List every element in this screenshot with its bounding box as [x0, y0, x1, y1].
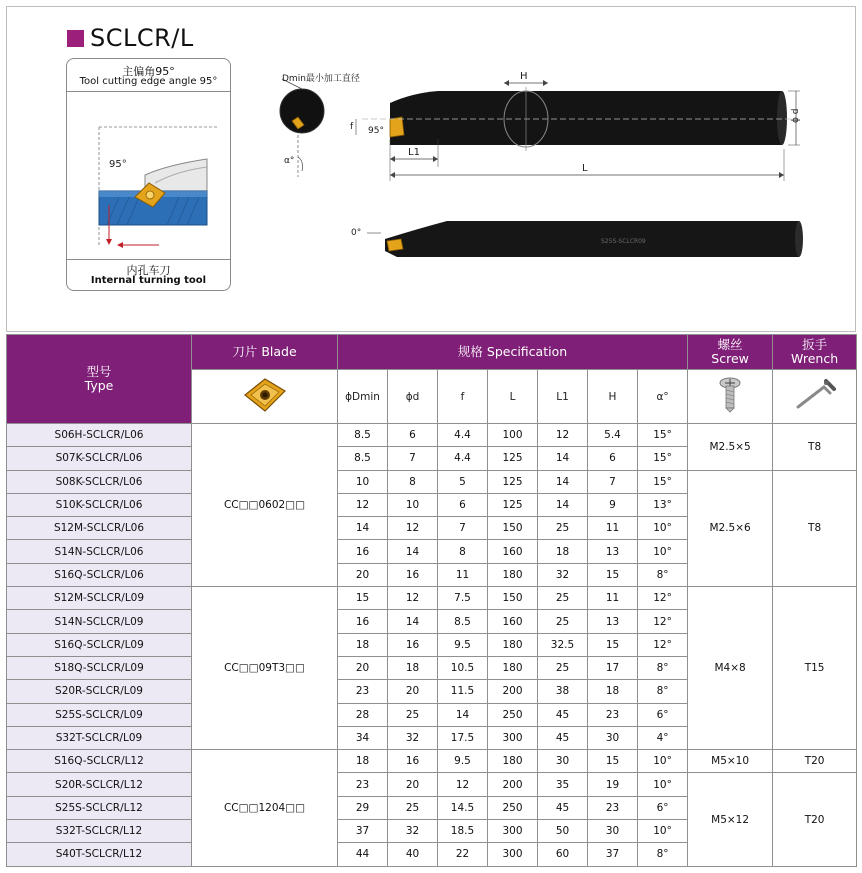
- cell-alpha: 13°: [638, 493, 688, 516]
- col-header-l: L: [488, 370, 538, 424]
- cell-l: 200: [488, 680, 538, 703]
- internal-turning-illustration: [67, 93, 231, 259]
- cell-h: 30: [588, 726, 638, 749]
- type-cell: S32T-SCLCR/L12: [7, 820, 192, 843]
- cell-f: 11: [438, 563, 488, 586]
- cell-l: 300: [488, 843, 538, 866]
- cell-h: 30: [588, 820, 638, 843]
- cell-d: 8: [388, 470, 438, 493]
- approach-angle-label: 95°: [368, 126, 384, 136]
- cell-dmin: 28: [338, 703, 388, 726]
- table-row: [7, 424, 857, 447]
- blade-header: 刀片 Blade: [192, 335, 338, 370]
- table-row: [7, 750, 857, 773]
- type-cell: S12M-SCLCR/L09: [7, 587, 192, 610]
- cell-h: 5.4: [588, 424, 638, 447]
- cell-l1: 35: [538, 773, 588, 796]
- cell-d: 7: [388, 447, 438, 470]
- cell-d: 10: [388, 493, 438, 516]
- screw-header: [688, 335, 773, 370]
- wrench-header-en: Wrench: [791, 351, 839, 366]
- wrench-image-cell: [773, 370, 857, 424]
- insert-icon: [235, 373, 295, 417]
- wrench-header: [773, 335, 857, 370]
- cell-d: 40: [388, 843, 438, 866]
- type-cell: S12M-SCLCR/L06: [7, 517, 192, 540]
- col-header-l1: L1: [538, 370, 588, 424]
- cell-dmin: 10: [338, 470, 388, 493]
- cell-h: 11: [588, 517, 638, 540]
- cell-l: 250: [488, 796, 538, 819]
- cutting-angle-label-cn: 主偏角95°: [122, 65, 175, 78]
- side-view-drawing: [337, 207, 807, 277]
- diagram-panel: [6, 6, 856, 332]
- cell-l1: 32: [538, 563, 588, 586]
- cell-h: 13: [588, 540, 638, 563]
- cell-l: 300: [488, 820, 538, 843]
- cell-l1: 25: [538, 610, 588, 633]
- cell-f: 10.5: [438, 656, 488, 679]
- rake-angle-label: 0°: [351, 228, 362, 238]
- card-divider: [67, 91, 230, 92]
- cell-f: 14.5: [438, 796, 488, 819]
- cell-l1: 25: [538, 587, 588, 610]
- type-cell: S14N-SCLCR/L09: [7, 610, 192, 633]
- type-cell: S10K-SCLCR/L06: [7, 493, 192, 516]
- table-row: [7, 587, 857, 610]
- cell-alpha: 8°: [638, 680, 688, 703]
- cell-l: 125: [488, 493, 538, 516]
- cell-h: 23: [588, 703, 638, 726]
- cell-l1: 25: [538, 656, 588, 679]
- cell-dmin: 15: [338, 587, 388, 610]
- type-cell: S25S-SCLCR/L09: [7, 703, 192, 726]
- type-cell: S07K-SCLCR/L06: [7, 447, 192, 470]
- cell-alpha: 10°: [638, 517, 688, 540]
- card-divider: [67, 259, 230, 260]
- cell-l1: 45: [538, 796, 588, 819]
- cell-alpha: 6°: [638, 796, 688, 819]
- cell-dmin: 16: [338, 610, 388, 633]
- cell-l: 160: [488, 610, 538, 633]
- type-cell: S16Q-SCLCR/L12: [7, 750, 192, 773]
- type-cell: S18Q-SCLCR/L09: [7, 656, 192, 679]
- l-dimension-label: L: [582, 163, 588, 174]
- screw-group-cell: M5×10: [688, 750, 773, 773]
- type-cell: S16Q-SCLCR/L06: [7, 563, 192, 586]
- title-block: [67, 23, 194, 53]
- cell-f: 4.4: [438, 424, 488, 447]
- cell-f: 6: [438, 493, 488, 516]
- cell-h: 7: [588, 470, 638, 493]
- cell-h: 9: [588, 493, 638, 516]
- cell-dmin: 20: [338, 563, 388, 586]
- cell-dmin: 23: [338, 773, 388, 796]
- cell-d: 25: [388, 703, 438, 726]
- cell-l: 250: [488, 703, 538, 726]
- cell-d: 18: [388, 656, 438, 679]
- col-header-dmin: ϕDmin: [338, 370, 388, 424]
- cell-h: 17: [588, 656, 638, 679]
- cell-l: 100: [488, 424, 538, 447]
- cell-d: 32: [388, 726, 438, 749]
- cell-l1: 45: [538, 703, 588, 726]
- alpha-label: α°: [284, 156, 295, 166]
- cell-h: 18: [588, 680, 638, 703]
- cell-l1: 60: [538, 843, 588, 866]
- cell-dmin: 18: [338, 750, 388, 773]
- cell-f: 14: [438, 703, 488, 726]
- cell-l: 125: [488, 447, 538, 470]
- screw-header-en: Screw: [711, 351, 749, 366]
- dimension-drawing: [262, 59, 802, 189]
- cell-dmin: 8.5: [338, 424, 388, 447]
- cell-h: 37: [588, 843, 638, 866]
- cell-l1: 45: [538, 726, 588, 749]
- dmin-label: Dmin最小加工直径: [282, 74, 360, 84]
- cell-l1: 38: [538, 680, 588, 703]
- wrench-header-cn: 扳手: [802, 337, 828, 352]
- cell-l1: 30: [538, 750, 588, 773]
- cell-l1: 12: [538, 424, 588, 447]
- bar-marking: S25S-SCLCR09: [601, 238, 646, 245]
- cell-f: 22: [438, 843, 488, 866]
- cell-alpha: 15°: [638, 470, 688, 493]
- cell-l1: 14: [538, 447, 588, 470]
- cell-f: 7: [438, 517, 488, 540]
- tool-info-card: [66, 58, 231, 291]
- cell-dmin: 12: [338, 493, 388, 516]
- cell-f: 12: [438, 773, 488, 796]
- cell-l: 125: [488, 470, 538, 493]
- cell-alpha: 6°: [638, 703, 688, 726]
- cell-d: 12: [388, 517, 438, 540]
- wrench-group-cell: T20: [773, 750, 857, 773]
- cell-h: 6: [588, 447, 638, 470]
- cell-f: 9.5: [438, 750, 488, 773]
- blade-group-cell: CC□□09T3□□: [192, 587, 338, 750]
- cell-f: 4.4: [438, 447, 488, 470]
- cell-dmin: 18: [338, 633, 388, 656]
- table-row: [7, 773, 857, 796]
- screw-image-cell: [688, 370, 773, 424]
- cell-f: 11.5: [438, 680, 488, 703]
- cell-l1: 14: [538, 470, 588, 493]
- cell-d: 16: [388, 750, 438, 773]
- cell-alpha: 8°: [638, 656, 688, 679]
- cell-dmin: 44: [338, 843, 388, 866]
- cell-f: 17.5: [438, 726, 488, 749]
- cell-dmin: 37: [338, 820, 388, 843]
- insert-image-cell: [192, 370, 338, 424]
- cell-l: 180: [488, 750, 538, 773]
- cell-d: 16: [388, 633, 438, 656]
- cell-dmin: 14: [338, 517, 388, 540]
- screw-header-cn: 螺丝: [717, 337, 743, 352]
- cell-d: 20: [388, 773, 438, 796]
- type-cell: S14N-SCLCR/L06: [7, 540, 192, 563]
- wrench-group-cell: T15: [773, 587, 857, 750]
- cell-alpha: 10°: [638, 750, 688, 773]
- cell-d: 6: [388, 424, 438, 447]
- cell-h: 13: [588, 610, 638, 633]
- cell-f: 8.5: [438, 610, 488, 633]
- f-dimension-label: f: [350, 122, 354, 132]
- type-cell: S08K-SCLCR/L06: [7, 470, 192, 493]
- h-dimension-label: H: [520, 71, 528, 82]
- type-cell: S20R-SCLCR/L12: [7, 773, 192, 796]
- cell-alpha: 15°: [638, 424, 688, 447]
- col-header-d: ϕd: [388, 370, 438, 424]
- cell-l: 150: [488, 517, 538, 540]
- type-cell: S25S-SCLCR/L12: [7, 796, 192, 819]
- cell-l1: 18: [538, 540, 588, 563]
- cell-alpha: 12°: [638, 610, 688, 633]
- cell-l: 180: [488, 563, 538, 586]
- tool-type-label-cn: 内孔车刀: [126, 264, 171, 277]
- wrench-group-cell: T8: [773, 470, 857, 586]
- title-accent-square: [67, 30, 84, 47]
- cell-h: 15: [588, 633, 638, 656]
- screw-group-cell: M4×8: [688, 587, 773, 750]
- cell-alpha: 10°: [638, 820, 688, 843]
- cell-alpha: 10°: [638, 773, 688, 796]
- cell-alpha: 15°: [638, 447, 688, 470]
- type-header-cn: 型号: [86, 364, 112, 379]
- cell-h: 15: [588, 750, 638, 773]
- cell-d: 25: [388, 796, 438, 819]
- l1-dimension-label: L1: [408, 147, 420, 158]
- col-header-alpha: α°: [638, 370, 688, 424]
- col-header-f: f: [438, 370, 488, 424]
- wrench-group-cell: T8: [773, 424, 857, 471]
- cell-l: 160: [488, 540, 538, 563]
- cell-dmin: 8.5: [338, 447, 388, 470]
- screw-icon: [715, 375, 745, 415]
- type-cell: S06H-SCLCR/L06: [7, 424, 192, 447]
- cell-dmin: 16: [338, 540, 388, 563]
- type-cell: S40T-SCLCR/L12: [7, 843, 192, 866]
- cell-d: 20: [388, 680, 438, 703]
- spec-header: 规格 Specification: [338, 335, 688, 370]
- cell-l1: 14: [538, 493, 588, 516]
- screw-group-cell: M2.5×6: [688, 470, 773, 586]
- cell-dmin: 23: [338, 680, 388, 703]
- cutting-angle-label-en: Tool cutting edge angle 95°: [79, 76, 218, 87]
- type-header-en: Type: [84, 378, 114, 393]
- d-dimension-label: ϕ d: [791, 108, 801, 123]
- screw-group-cell: M5×12: [688, 773, 773, 866]
- cell-h: 15: [588, 563, 638, 586]
- cell-l1: 32.5: [538, 633, 588, 656]
- cell-dmin: 20: [338, 656, 388, 679]
- cell-l: 150: [488, 587, 538, 610]
- tool-type-label-en: Internal turning tool: [90, 275, 207, 286]
- cell-f: 7.5: [438, 587, 488, 610]
- cell-alpha: 8°: [638, 843, 688, 866]
- type-header: [7, 335, 192, 424]
- page-title: SCLCR/L: [90, 24, 194, 52]
- cell-h: 19: [588, 773, 638, 796]
- card-angle-label: 95°: [109, 159, 127, 170]
- spec-table: [6, 334, 857, 867]
- cell-alpha: 4°: [638, 726, 688, 749]
- type-cell: S20R-SCLCR/L09: [7, 680, 192, 703]
- cell-alpha: 10°: [638, 540, 688, 563]
- cell-f: 18.5: [438, 820, 488, 843]
- cell-l: 300: [488, 726, 538, 749]
- torx-wrench-icon: [790, 375, 840, 415]
- table-row: [7, 470, 857, 493]
- col-header-h: H: [588, 370, 638, 424]
- cell-f: 9.5: [438, 633, 488, 656]
- type-cell: S16Q-SCLCR/L09: [7, 633, 192, 656]
- cell-h: 23: [588, 796, 638, 819]
- cell-l: 200: [488, 773, 538, 796]
- wrench-group-cell: T20: [773, 773, 857, 866]
- cell-f: 8: [438, 540, 488, 563]
- cell-h: 11: [588, 587, 638, 610]
- cell-d: 16: [388, 563, 438, 586]
- cell-d: 32: [388, 820, 438, 843]
- cell-alpha: 8°: [638, 563, 688, 586]
- cell-d: 14: [388, 610, 438, 633]
- cell-l1: 25: [538, 517, 588, 540]
- cell-l: 180: [488, 656, 538, 679]
- cell-d: 12: [388, 587, 438, 610]
- cell-dmin: 29: [338, 796, 388, 819]
- blade-group-cell: CC□□0602□□: [192, 424, 338, 587]
- screw-group-cell: M2.5×5: [688, 424, 773, 471]
- cell-alpha: 12°: [638, 633, 688, 656]
- table-body: [7, 424, 857, 867]
- cell-f: 5: [438, 470, 488, 493]
- type-cell: S32T-SCLCR/L09: [7, 726, 192, 749]
- cell-dmin: 34: [338, 726, 388, 749]
- blade-group-cell: CC□□1204□□: [192, 750, 338, 866]
- cell-l1: 50: [538, 820, 588, 843]
- cell-l: 180: [488, 633, 538, 656]
- cell-d: 14: [388, 540, 438, 563]
- cell-alpha: 12°: [638, 587, 688, 610]
